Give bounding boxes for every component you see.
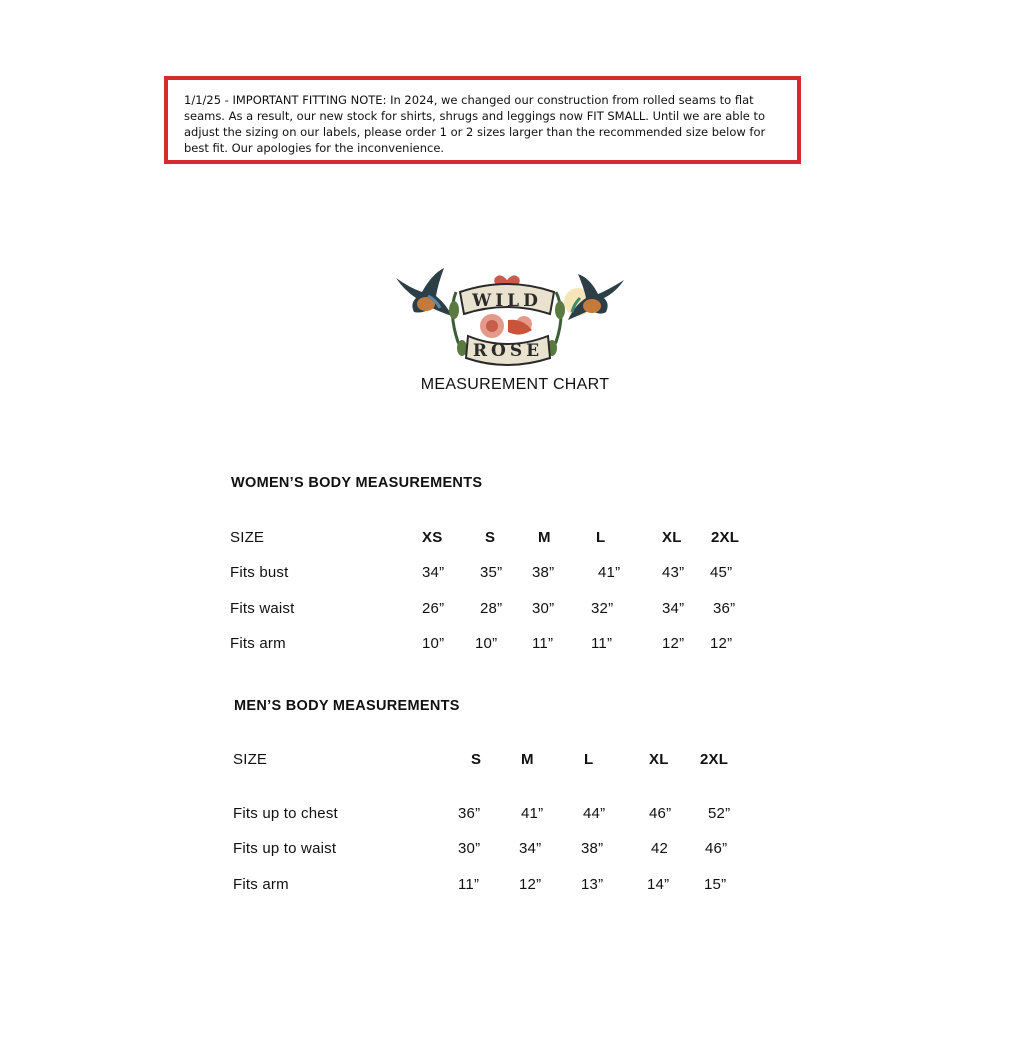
women-section-title: WOMEN’S BODY MEASUREMENTS <box>231 475 483 491</box>
women-cell: 32” <box>591 600 614 617</box>
men-cell: 52” <box>708 805 731 822</box>
men-section-title: MEN’S BODY MEASUREMENTS <box>234 698 460 714</box>
women-cell: 41” <box>598 564 621 581</box>
men-size-header: L <box>584 751 594 768</box>
logo-banner-bottom: ROSE <box>472 341 544 361</box>
men-cell: 14” <box>647 876 670 893</box>
men-cell: 36” <box>458 805 481 822</box>
women-cell: 30” <box>532 600 555 617</box>
men-size-header: 2XL <box>700 751 729 768</box>
women-cell: 10” <box>422 635 445 652</box>
men-cell: 12” <box>519 876 542 893</box>
women-size-header: XS <box>422 529 443 546</box>
women-size-header: L <box>596 529 606 546</box>
swallow-icon <box>396 268 452 316</box>
women-size-header: XL <box>662 529 682 546</box>
men-cell: 46” <box>705 840 728 857</box>
men-cell: 46” <box>649 805 672 822</box>
women-size-header: 2XL <box>711 529 740 546</box>
men-cell: 38” <box>581 840 604 857</box>
notice-line: best fit. Our apologies for the inconvenience. <box>184 141 445 155</box>
wild-rose-logo <box>392 262 628 374</box>
men-size-header: XL <box>649 751 669 768</box>
notice-line: 1/1/25 - IMPORTANT FITTING NOTE: In 2024, we changed our construction from rolled seams to flat <box>184 93 754 107</box>
women-cell: 11” <box>591 635 613 652</box>
women-size-label: SIZE <box>230 529 265 546</box>
notice-line: seams. As a result, our new stock for shirts, shrugs and leggings now FIT SMALL. Until we are able to <box>184 109 766 123</box>
women-cell: 34” <box>422 564 445 581</box>
men-size-label: SIZE <box>233 751 268 768</box>
women-cell: 28” <box>480 600 503 617</box>
men-row-label: Fits up to chest <box>233 805 338 822</box>
men-cell: 34” <box>519 840 542 857</box>
women-cell: 35” <box>480 564 503 581</box>
women-cell: 26” <box>422 600 445 617</box>
women-row-label: Fits arm <box>230 635 286 652</box>
women-size-header: M <box>538 529 551 546</box>
men-cell: 30” <box>458 840 481 857</box>
women-size-header: S <box>485 529 496 546</box>
women-cell: 34” <box>662 600 685 617</box>
women-cell: 36” <box>713 600 736 617</box>
women-cell: 10” <box>475 635 498 652</box>
notice-line: adjust the sizing on our labels, please order 1 or 2 sizes larger than the recommended size below for <box>184 125 766 139</box>
women-cell: 45” <box>710 564 733 581</box>
women-cell: 12” <box>662 635 685 652</box>
men-cell: 44” <box>583 805 606 822</box>
men-cell: 42 <box>651 840 669 857</box>
logo-banner-top: WILD <box>472 291 542 311</box>
men-cell: 41” <box>521 805 544 822</box>
women-cell: 38” <box>532 564 555 581</box>
men-row-label: Fits up to waist <box>233 840 337 857</box>
women-cell: 12” <box>710 635 733 652</box>
rose-icon <box>480 314 532 338</box>
men-size-header: M <box>521 751 534 768</box>
women-row-label: Fits bust <box>230 564 289 581</box>
women-cell: 11” <box>532 635 554 652</box>
chart-title: MEASUREMENT CHART <box>420 376 610 393</box>
women-row-label: Fits waist <box>230 600 295 617</box>
men-cell: 15” <box>704 876 727 893</box>
men-row-label: Fits arm <box>233 876 289 893</box>
men-cell: 13” <box>581 876 604 893</box>
swallow-icon <box>564 274 624 320</box>
men-cell: 11” <box>458 876 480 893</box>
fitting-notice <box>164 76 801 164</box>
women-cell: 43” <box>662 564 685 581</box>
men-size-header: S <box>471 751 482 768</box>
